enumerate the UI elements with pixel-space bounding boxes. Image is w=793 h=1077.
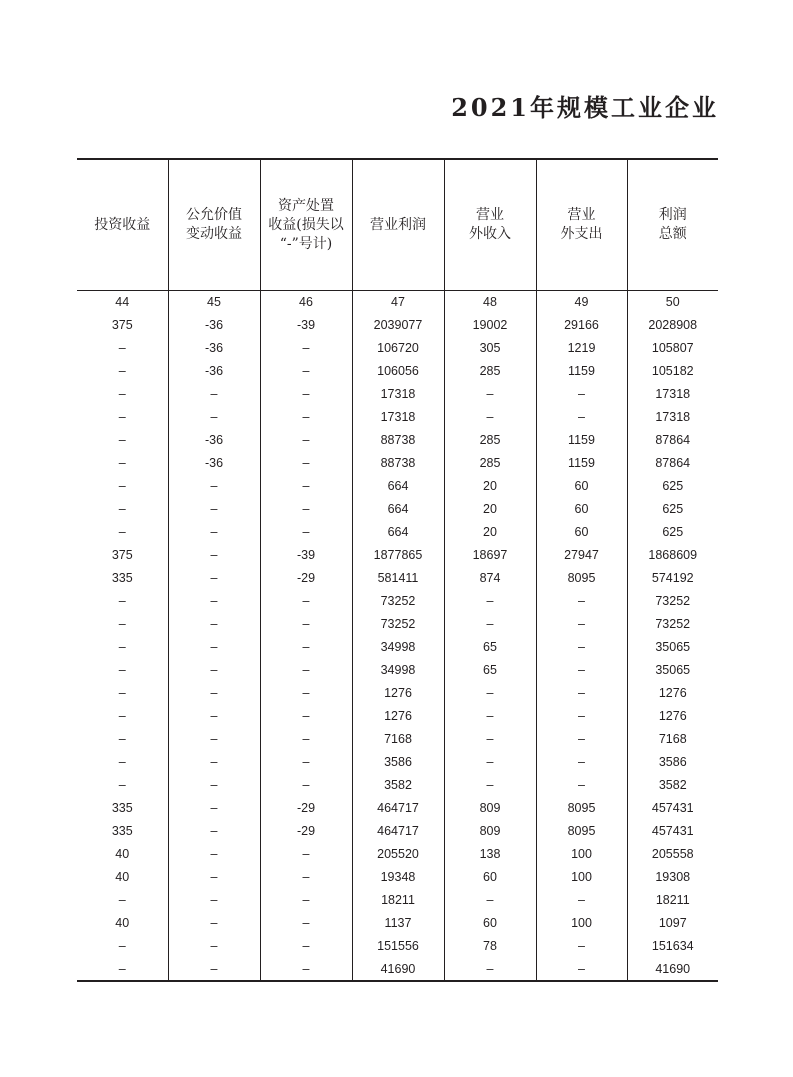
table-row (77, 704, 718, 727)
table-cell: 8095 (536, 796, 627, 819)
statistics-table (77, 158, 718, 982)
table-cell: -36 (168, 451, 260, 474)
table-cell: – (260, 612, 352, 635)
table-cell: 100 (536, 865, 627, 888)
table-cell: 27947 (536, 543, 627, 566)
table-cell: 106720 (352, 336, 444, 359)
table-cell: 48 (444, 291, 536, 314)
table-cell: – (536, 704, 627, 727)
table-cell: 1137 (352, 911, 444, 934)
table-cell: – (168, 497, 260, 520)
table-row (77, 405, 718, 428)
table-cell: 457431 (651, 823, 694, 838)
table-cell: – (260, 497, 352, 520)
table-cell: -29 (260, 796, 352, 819)
table-cell: – (536, 612, 627, 635)
table-cell: 105807 (651, 340, 694, 355)
table-cell: 40 (77, 911, 168, 934)
table-cell: – (168, 543, 260, 566)
table-cell: – (168, 612, 260, 635)
table-cell: 8095 (536, 819, 627, 842)
column-header-fair-value-change: 公允价值 变动收益 (168, 159, 260, 291)
table-cell: 205520 (352, 842, 444, 865)
table-row (77, 888, 718, 911)
table-cell: – (536, 773, 627, 796)
table-cell: – (536, 658, 627, 681)
table-row (77, 382, 718, 405)
table-cell: – (168, 635, 260, 658)
table-row (77, 474, 718, 497)
table-row (77, 566, 718, 589)
table-row (77, 934, 718, 957)
table-cell: – (536, 681, 627, 704)
table-header-row (77, 159, 718, 291)
table-cell: – (260, 359, 352, 382)
table-cell: – (168, 382, 260, 405)
table-cell: – (444, 382, 536, 405)
table-cell: – (77, 405, 168, 428)
table-cell: 664 (352, 497, 444, 520)
table-cell: 1159 (536, 451, 627, 474)
table-cell: – (260, 888, 352, 911)
table-cell: – (444, 704, 536, 727)
table-cell: – (260, 957, 352, 981)
table-cell: – (260, 336, 352, 359)
table-cell: – (77, 635, 168, 658)
table-row (77, 520, 718, 543)
table-cell: 29166 (536, 313, 627, 336)
table-cell: – (444, 888, 536, 911)
table-cell: – (260, 727, 352, 750)
table-cell: 19002 (444, 313, 536, 336)
table-cell: -39 (260, 543, 352, 566)
table-row (77, 313, 718, 336)
table-cell: 151556 (352, 934, 444, 957)
table-cell: – (77, 888, 168, 911)
table-row (77, 428, 718, 451)
table-cell: 40 (77, 865, 168, 888)
table-cell: 20 (444, 520, 536, 543)
table-cell: 375 (77, 313, 168, 336)
table-cell: 874 (444, 566, 536, 589)
table-cell: – (168, 658, 260, 681)
table-body (77, 291, 718, 982)
table-row (77, 842, 718, 865)
table-cell: – (536, 405, 627, 428)
table-cell: 285 (444, 428, 536, 451)
table-cell: 1868609 (648, 547, 698, 562)
table-cell: – (260, 750, 352, 773)
table-cell: -36 (168, 336, 260, 359)
table-cell: – (168, 796, 260, 819)
table-cell: 49 (536, 291, 627, 314)
table-cell: – (260, 842, 352, 865)
table-cell: 464717 (352, 819, 444, 842)
table-cell: 105182 (651, 363, 694, 378)
table-cell: 3582 (658, 777, 687, 792)
table-cell: -36 (168, 428, 260, 451)
table-cell: 100 (536, 842, 627, 865)
table-cell: – (536, 727, 627, 750)
table-cell: 60 (444, 911, 536, 934)
table-cell: – (260, 704, 352, 727)
table-cell: – (168, 474, 260, 497)
table-cell: 1219 (536, 336, 627, 359)
table-cell: – (168, 750, 260, 773)
table-cell: 2028908 (648, 317, 698, 332)
table-cell: 138 (444, 842, 536, 865)
table-row (77, 336, 718, 359)
table-row (77, 635, 718, 658)
table-cell: 151634 (651, 938, 694, 953)
table-cell: – (260, 428, 352, 451)
table-cell: 87864 (655, 432, 691, 447)
table-cell: – (168, 566, 260, 589)
table-cell: – (260, 474, 352, 497)
table-cell: – (444, 750, 536, 773)
table-cell: 664 (352, 474, 444, 497)
table-cell: 18211 (655, 892, 690, 907)
table-cell: -29 (260, 819, 352, 842)
table-cell: 17318 (655, 386, 691, 401)
table-cell: 44 (77, 291, 168, 314)
table-cell: – (77, 359, 168, 382)
table-cell: 3586 (658, 754, 687, 769)
table-cell: 1276 (352, 681, 444, 704)
table-row (77, 750, 718, 773)
table-cell: 19308 (655, 869, 691, 884)
table-cell: – (260, 911, 352, 934)
table-cell: 1276 (658, 685, 687, 700)
table-cell: – (77, 681, 168, 704)
table-cell: 20 (444, 497, 536, 520)
table-cell: 8095 (536, 566, 627, 589)
table-cell: – (77, 520, 168, 543)
table-cell: 18211 (352, 888, 444, 911)
table-cell: 625 (662, 478, 684, 493)
table-row (77, 796, 718, 819)
table-cell: – (536, 934, 627, 957)
table-cell: 73252 (352, 589, 444, 612)
table-cell: – (77, 773, 168, 796)
table-row (77, 773, 718, 796)
table-cell: – (77, 957, 168, 981)
table-cell: – (536, 589, 627, 612)
table-cell: – (260, 773, 352, 796)
table-cell: – (444, 773, 536, 796)
table-cell: – (168, 520, 260, 543)
table-cell: – (444, 589, 536, 612)
table-cell: 3586 (352, 750, 444, 773)
table-cell: 664 (352, 520, 444, 543)
table-cell: 1097 (658, 915, 687, 930)
table-cell: 464717 (352, 796, 444, 819)
table-cell: 35065 (655, 639, 691, 654)
table-cell: – (260, 681, 352, 704)
table-cell: 17318 (352, 382, 444, 405)
column-number-row (77, 291, 718, 314)
table-cell: – (168, 934, 260, 957)
table-cell: 335 (77, 796, 168, 819)
table-cell: 106056 (352, 359, 444, 382)
table-cell: 335 (77, 819, 168, 842)
table-cell: -39 (260, 313, 352, 336)
table-cell: – (260, 520, 352, 543)
table-cell: – (168, 773, 260, 796)
table-cell: 45 (168, 291, 260, 314)
table-row (77, 543, 718, 566)
table-cell: – (168, 704, 260, 727)
table-cell: 41690 (627, 957, 718, 981)
table-cell: – (77, 704, 168, 727)
table-cell: 581411 (352, 566, 444, 589)
table-cell: – (444, 405, 536, 428)
table-cell: – (77, 497, 168, 520)
table-cell: 7168 (658, 731, 687, 746)
table-row (77, 497, 718, 520)
table-cell: 40 (77, 842, 168, 865)
table-cell: 7168 (352, 727, 444, 750)
table-cell: – (536, 635, 627, 658)
table-cell: 1276 (352, 704, 444, 727)
table-cell: 18697 (444, 543, 536, 566)
table-cell: 305 (444, 336, 536, 359)
table-cell: – (536, 888, 627, 911)
table-cell: – (77, 382, 168, 405)
table-cell: 100 (536, 911, 627, 934)
table-cell: 60 (536, 497, 627, 520)
table-cell: 65 (444, 658, 536, 681)
table-cell: – (260, 934, 352, 957)
table-cell: 375 (77, 543, 168, 566)
table-cell: 285 (444, 451, 536, 474)
table-cell: – (77, 750, 168, 773)
table-cell: -36 (168, 313, 260, 336)
table-cell: 50 (665, 295, 680, 309)
table-cell: 88738 (352, 428, 444, 451)
table-cell: – (77, 934, 168, 957)
table-cell: – (77, 658, 168, 681)
column-header-non-operating-expense: 营业 外支出 (536, 159, 627, 291)
table-cell: 2039077 (352, 313, 444, 336)
table-cell: 1877865 (352, 543, 444, 566)
table-cell: 34998 (352, 658, 444, 681)
table-cell: 625 (662, 524, 684, 539)
table-cell: – (536, 382, 627, 405)
table-row (77, 658, 718, 681)
table-cell: – (260, 405, 352, 428)
table-cell: 1276 (658, 708, 687, 723)
table-cell: – (444, 612, 536, 635)
table-cell: – (168, 911, 260, 934)
table-cell: – (168, 957, 260, 981)
table-cell: – (536, 957, 627, 981)
table-row (77, 911, 718, 934)
table-cell: 60 (536, 520, 627, 543)
table-row (77, 612, 718, 635)
table-cell: – (77, 428, 168, 451)
table-cell: – (260, 382, 352, 405)
table-cell: 809 (444, 796, 536, 819)
column-header-asset-disposal: 资产处置 收益(损失以 “-”号计) (260, 159, 352, 291)
table-cell: – (168, 888, 260, 911)
table-cell: – (168, 819, 260, 842)
table-cell: – (168, 865, 260, 888)
table-cell: -29 (260, 566, 352, 589)
table-cell: – (77, 589, 168, 612)
table-cell: – (77, 336, 168, 359)
table-cell: 285 (444, 359, 536, 382)
table-cell: 73252 (352, 612, 444, 635)
table-cell: – (260, 589, 352, 612)
table-row (77, 359, 718, 382)
table-cell: 87864 (655, 455, 691, 470)
table-cell: 625 (662, 501, 684, 516)
table-cell: – (260, 451, 352, 474)
table-cell: 335 (77, 566, 168, 589)
table-cell: 17318 (352, 405, 444, 428)
table-cell: – (260, 865, 352, 888)
table-row (77, 865, 718, 888)
table-cell: 46 (260, 291, 352, 314)
table-cell: 1159 (536, 428, 627, 451)
table-cell: – (444, 681, 536, 704)
table-cell: 60 (444, 865, 536, 888)
table-cell: – (260, 658, 352, 681)
column-header-operating-profit: 营业利润 (352, 159, 444, 291)
table-cell: 73252 (655, 616, 691, 631)
table-cell: 457431 (651, 800, 694, 815)
column-header-non-operating-income: 营业 外收入 (444, 159, 536, 291)
table-row (77, 727, 718, 750)
table-cell: – (77, 612, 168, 635)
table-row (77, 681, 718, 704)
column-header-total-profit: 利润 总额 (627, 159, 718, 291)
table-cell: – (168, 589, 260, 612)
table-cell: 19348 (352, 865, 444, 888)
table-cell: – (444, 957, 536, 981)
table-row (77, 451, 718, 474)
table-cell: 78 (444, 934, 536, 957)
table-cell: 41690 (352, 957, 444, 981)
table-cell: – (168, 681, 260, 704)
table-cell: 1159 (536, 359, 627, 382)
table-cell: 20 (444, 474, 536, 497)
table-row (77, 589, 718, 612)
table-cell: – (77, 474, 168, 497)
table-cell: – (536, 750, 627, 773)
table-cell: 35065 (655, 662, 691, 677)
table-cell: 47 (352, 291, 444, 314)
table-cell: 3582 (352, 773, 444, 796)
column-header-investment-income: 投资收益 (77, 159, 168, 291)
table-cell: 17318 (655, 409, 691, 424)
table-cell: 88738 (352, 451, 444, 474)
page-title: 2021年规模工业企业 (451, 93, 719, 122)
table-row (77, 957, 718, 981)
table-cell: – (77, 451, 168, 474)
table-cell: 73252 (655, 593, 691, 608)
table-cell: 65 (444, 635, 536, 658)
table-cell: – (168, 842, 260, 865)
table-row (77, 819, 718, 842)
table-cell: – (77, 727, 168, 750)
table-cell: -36 (168, 359, 260, 382)
table-cell: 809 (444, 819, 536, 842)
table-cell: – (168, 405, 260, 428)
table-cell: 34998 (352, 635, 444, 658)
table-cell: – (444, 727, 536, 750)
table-cell: 574192 (651, 570, 694, 585)
table-cell: 205558 (651, 846, 694, 861)
table-cell: – (168, 727, 260, 750)
table-cell: 60 (536, 474, 627, 497)
table-cell: – (260, 635, 352, 658)
